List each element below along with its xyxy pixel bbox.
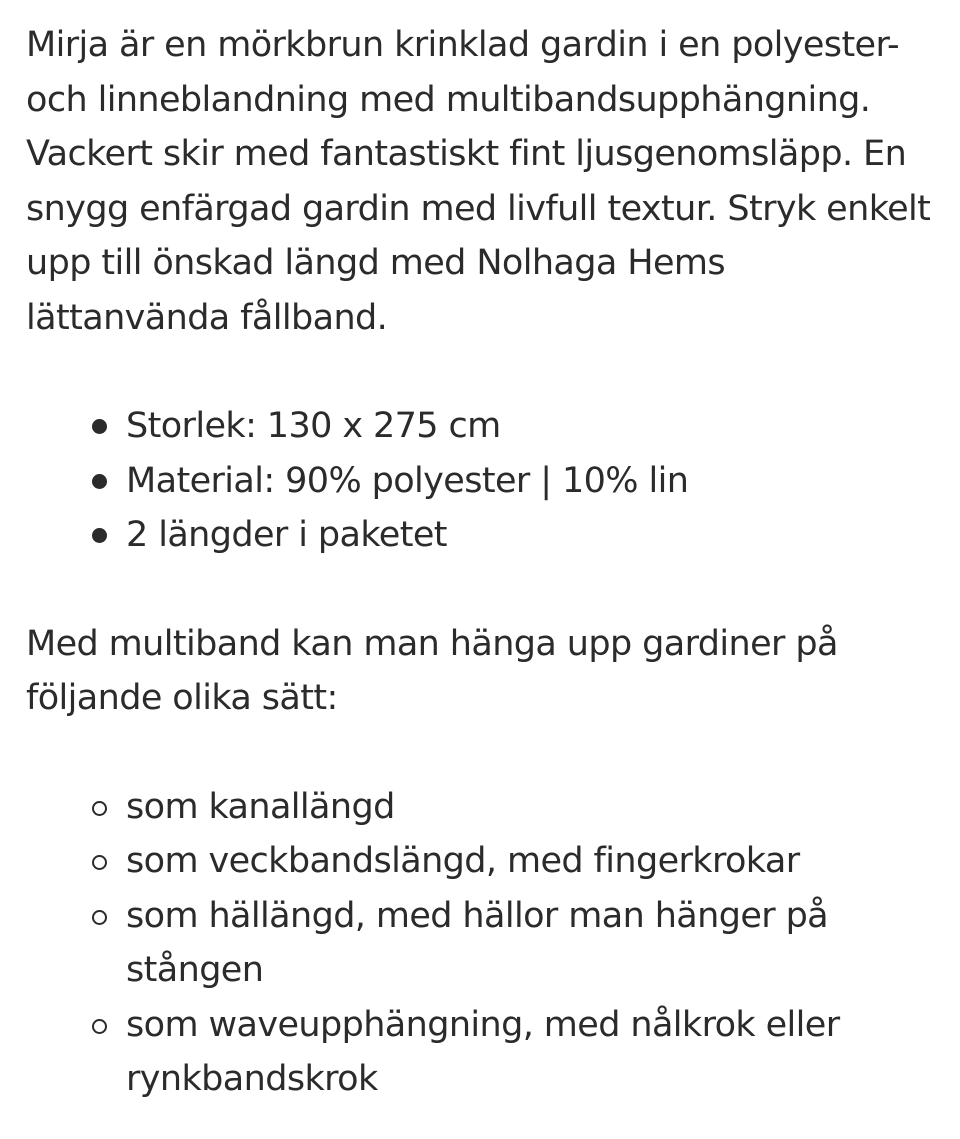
list-item	[26, 508, 936, 563]
intro-paragraph: Mirja är en mörkbrun krinklad gardin i en polyester- och linneblandning med multibandsupphängning. Vackert skir med fantastiskt fint ljusgenomsläpp. En snygg enfärgad gardin med livfull textur. Stryk enkelt upp till önskad längd med Nolhaga Hems lättanvända fållband.	[26, 25, 931, 338]
spec-size: Storlek: 130 x 275 cm	[126, 406, 501, 446]
bullet-circle-icon	[92, 910, 107, 925]
spec-package: 2 längder i paketet	[126, 515, 447, 555]
method-text: som veckbandslängd, med fingerkrokar	[126, 841, 800, 881]
list-item	[26, 399, 936, 454]
methods-intro-paragraph: Med multiband kan man hänga upp gardiner på följande olika sätt:	[26, 623, 838, 718]
bullet-circle-icon	[92, 801, 107, 816]
bullet-disc-icon	[92, 528, 107, 543]
list-item	[26, 998, 936, 1107]
list-item	[26, 889, 936, 998]
bullet-circle-icon	[92, 855, 107, 870]
specs-list	[26, 399, 936, 563]
bullet-disc-icon	[92, 419, 107, 434]
list-item	[26, 834, 936, 889]
method-text: som kanallängd	[126, 786, 395, 827]
bullet-circle-icon	[92, 1019, 107, 1034]
bullet-disc-icon	[92, 474, 107, 489]
method-text: som hällängd, med hällor man hänger på stången	[126, 895, 829, 990]
list-item	[26, 454, 936, 509]
methods-list	[26, 780, 936, 1107]
spec-material: Material: 90% polyester | 10% lin	[126, 460, 689, 501]
method-text: som waveupphängning, med nålkrok eller rynkbandskrok	[126, 1004, 840, 1099]
list-item	[26, 780, 936, 835]
